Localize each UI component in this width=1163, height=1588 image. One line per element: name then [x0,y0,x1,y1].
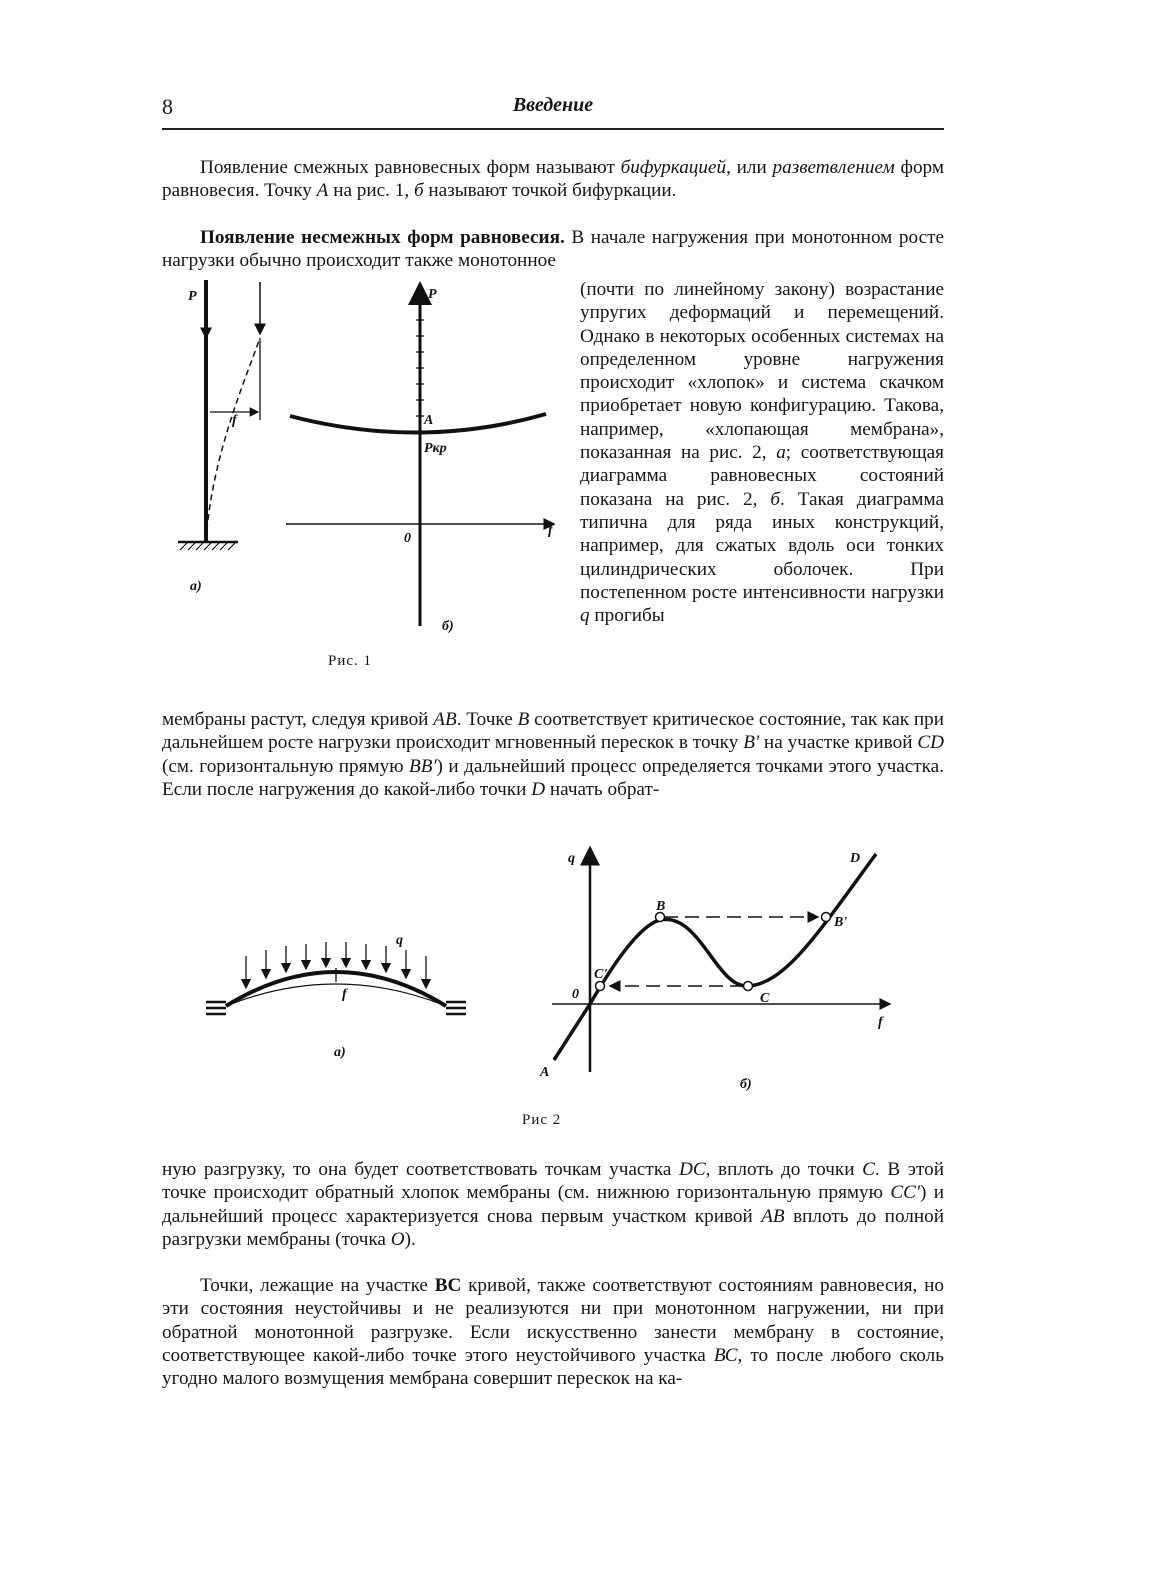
text-run: . Точке [456,709,518,730]
text-run: CD [917,732,944,754]
fig2b-point-origin: 0 [572,987,579,1002]
fig1b-point-a-label: A [424,413,434,428]
text-run: прогибы [589,605,665,627]
running-title: Введение [512,94,594,116]
paragraph-snap-through [162,708,944,801]
paragraph-unstable-states [162,1274,944,1390]
text-run: форм равновесия. Точку [162,157,944,202]
fig2b-point-c-prime: C' [594,967,608,982]
fig2a-deflection-label: f [342,987,347,1002]
fig1a-load-label: P [188,289,197,304]
figure-2-caption: Рис 2 [522,1112,562,1128]
text-run: А [316,180,329,202]
text-run: С [862,1159,875,1180]
text-run: ВС [434,1275,462,1296]
text-run: АВ [761,1205,785,1227]
fig2a-panel-label: а) [334,1045,346,1060]
figure-2b-diagram [539,848,890,1092]
text-run: а [776,442,786,464]
figure-1 [162,278,562,698]
fig1b-load-axis-label: P [428,287,437,302]
text-run: СС' [890,1182,921,1204]
fig1b-critical-load-label: Pкр [424,441,447,456]
text-run: кривой, также соответствуют состояниям равновесия, но эти состояния неустойчивы и не реализуются ни при монотонном нагружении, ни при обратной монотонной разгрузке. Если искусственно занести мембрану в состояние, соответствующее какой-либо точке этого неустойчивого участка [162,1275,944,1366]
fig2b-point-b-prime: B' [834,915,848,930]
text-run: мембраны растут, следуя кривой [162,709,434,730]
text-run: б [413,180,424,202]
paragraph-wrapped-text [580,278,944,627]
paragraph-nonadjacent-intro [162,226,944,273]
fig1b-origin-label: 0 [404,531,411,546]
figure-1a-column [178,280,260,594]
fig2b-q-axis-label: q [568,851,575,866]
text-run: . В этой точке происходит обратный хлопок мембраны (см. нижнюю горизонтальную прямую [162,1159,944,1204]
text-run: на рис. 1, [328,180,414,202]
text-run: . Такая диаграмма типична для ряда иных конструкций, например, для сжатых вдоль оси тонких цилиндрических оболочек. При постепенном росте интенсивности нагрузки [580,488,944,603]
text-run: на участке кривой [759,732,918,754]
paragraph-reverse-unloading [162,1158,944,1251]
fig1b-deflection-axis-label: f [548,523,553,538]
text-run: ную разгрузку, то она будет соответствовать точкам участка [162,1159,679,1180]
fig2b-point-d: D [850,851,861,866]
text-run: DC [678,1159,706,1180]
text-run: ). [404,1228,416,1250]
text-run: соответствует критическое состояние, так как при дальнейшем росте нагрузки происходит мгновенный перескок в точку [162,709,944,754]
text-run: разветвлением [772,157,895,178]
fig2b-point-b: B [656,899,666,914]
text-run: начать обрат- [545,778,660,800]
page-number: 8 [162,94,173,119]
intro-text: В начале нагружения при монотонном росте нагрузки обычно происходит также монотонное [162,227,945,272]
fig2b-panel-label: б) [740,1077,752,1092]
fig2b-point-c: C [760,991,770,1006]
text-run: ВВ' [409,755,437,777]
fig1b-panel-label: б) [442,619,454,634]
text-run: ) и дальнейший процесс определяется точками этого участка. Если после нагружения до какой-либо точки [162,755,944,800]
text-run: В [517,709,530,730]
text-run: (см. горизонтальную прямую [162,755,409,777]
figure-1-caption: Рис. 1 [328,653,373,669]
text-run: б [770,488,780,510]
text-run: вплоть до полной разгрузки мембраны (точка [162,1205,944,1250]
text-run: ; соответствующая диаграмма равновесных состояний показана на рис. 2, [580,442,944,510]
text-run: В' [743,732,760,754]
text-run: , вплоть до точки [705,1159,863,1180]
fig2a-load-label: q [396,933,403,948]
fig1a-deflection-label: f [232,413,237,428]
figure-2 [200,840,920,1100]
text-run: q [580,605,590,627]
fig2b-point-a: A [540,1065,550,1080]
figure-2a-membrane [206,933,466,1060]
text-run: , то после любого сколь угодно малого возмущения мембрана совершит перескок на ка- [162,1344,944,1390]
fig2b-f-axis-label: f [878,1015,883,1030]
text-run: бифуркацией, [620,157,731,178]
paragraph-bifurcation [162,156,944,203]
text-run: D [531,778,546,800]
text-run: или [730,157,773,178]
page-header [162,92,944,130]
text-run: называют точкой бифуркации. [423,180,677,202]
text-run: ВС [713,1344,738,1366]
text-run: (почти по линейному закону) возрастание упругих деформаций и перемещений. Однако в некоторых особенных системах на определенном уровне нагружения происходит «хлопок» и система скачком приобретает новую конфигурацию. Такова, например, «хлопающая мембрана», показанная на рис. 2, [580,279,944,464]
text-run: Точки, лежащие на участке [200,1275,435,1296]
text-run: О [390,1228,405,1250]
fig1a-panel-label: а) [190,579,202,594]
section-heading: Появление несмежных форм равновесия. [200,227,565,248]
figure-1b-diagram [286,284,554,634]
text-run: АВ [433,709,457,730]
text-run: Появление смежных равновесных форм называют [200,157,621,178]
text-run: ) и дальнейший процесс характеризуется снова первым участком кривой [162,1182,944,1227]
